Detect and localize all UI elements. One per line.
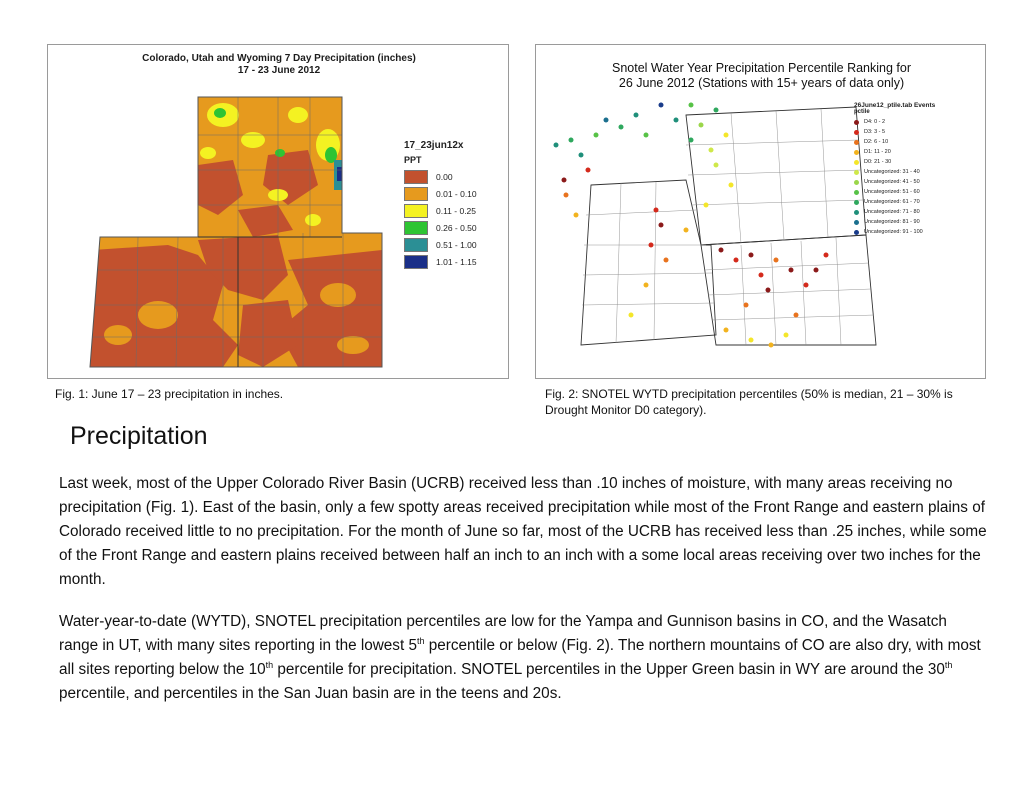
legend-entry [404, 236, 504, 253]
legend-label: Uncategorized: 71 - 80 [864, 209, 920, 215]
figure-2-caption: Fig. 2: SNOTEL WYTD precipitation percentiles (50% is median, 21 – 30% is Drought Monitor D0 category). [545, 387, 953, 417]
legend-label: D4: 0 - 2 [864, 119, 886, 125]
legend-label: D3: 3 - 5 [864, 129, 886, 135]
legend-entry [854, 197, 984, 207]
legend-entry [854, 187, 984, 197]
legend-swatch [404, 238, 428, 252]
figure-1-legend-subtitle: PPT [404, 155, 422, 165]
paragraph-1: Last week, most of the Upper Colorado River Basin (UCRB) received less than .10 inches of moisture, with many areas receiving no precipitation (Fig. 1). East of the basin, only a few spotty areas received precipitation while most of the Front Range and eastern plains of Colorado received little to no precipitation. For the month of June so far, most of the UCRB has received less than .25 inches, while some of the Front Range and eastern plains received between half an inch to an inch with a some local areas receiving over two inches for the month. [59, 475, 987, 588]
legend-label: Uncategorized: 81 - 90 [864, 219, 920, 225]
figure-1-legend [404, 140, 504, 270]
legend-entry [854, 147, 984, 157]
figure-1-legend-title: 17_23jun12x [404, 140, 464, 151]
legend-label: Uncategorized: 31 - 40 [864, 169, 920, 175]
figure-2-title-line-1: Snotel Water Year Precipitation Percentile Ranking for [611, 61, 911, 75]
legend-swatch [404, 187, 428, 201]
section-heading: Precipitation [70, 422, 208, 450]
figure-2-legend [854, 102, 984, 237]
figure-2-snotel-map [535, 44, 986, 379]
legend-entry [854, 177, 984, 187]
legend-entry [854, 117, 984, 127]
paragraph-2-part-1: Water-year-to-date (WYTD), SNOTEL precipitation percentiles are low for the Yampa and Gunnison basins in CO, and the Wasatch range in UT, with many sites reporting in the lowest 5 [59, 613, 947, 654]
legend-entry [854, 207, 984, 217]
legend-label: Uncategorized: 51 - 60 [864, 189, 920, 195]
legend-entry [404, 168, 504, 185]
legend-swatch [404, 221, 428, 235]
figure-1-caption: Fig. 1: June 17 – 23 precipitation in inches. [55, 387, 284, 401]
legend-entry [854, 157, 984, 167]
legend-dot [854, 220, 859, 225]
legend-entry [854, 217, 984, 227]
paragraph-2-part-2: percentile or below (Fig. 2). The northern mountains of CO are also dry, with most all sites reporting below the 10 [59, 637, 981, 678]
legend-entry [404, 185, 504, 202]
legend-swatch [404, 255, 428, 269]
legend-swatch [404, 204, 428, 218]
legend-dot [854, 140, 859, 145]
legend-dot [854, 150, 859, 155]
legend-dot [854, 230, 859, 235]
legend-label: 0.51 - 1.00 [436, 239, 477, 250]
legend-dot [854, 120, 859, 125]
legend-label: Uncategorized: 61 - 70 [864, 199, 920, 205]
figure-1-title-line-1: Colorado, Utah and Wyoming 7 Day Precipitation (inches) [142, 53, 416, 64]
legend-label: 0.00 [436, 171, 453, 182]
paragraph-2 [59, 610, 989, 706]
legend-entry [854, 227, 984, 237]
legend-dot [854, 200, 859, 205]
figure-2-legend-title: 26June12_ptile.tab Events [854, 102, 936, 109]
legend-entry [404, 219, 504, 236]
figure-1-title-line-2: 17 - 23 June 2012 [237, 65, 321, 76]
legend-label: 0.26 - 0.50 [436, 222, 477, 233]
legend-entry [854, 137, 984, 147]
ordinal-suffix: th [416, 635, 425, 646]
figure-2-legend-subtitle: pctile [854, 109, 870, 115]
legend-label: 0.11 - 0.25 [436, 205, 477, 216]
ordinal-suffix: th [944, 659, 953, 670]
legend-label: Uncategorized: 41 - 50 [864, 179, 920, 185]
legend-label: D2: 6 - 10 [864, 139, 889, 145]
legend-swatch [404, 170, 428, 184]
paragraph-2-part-4: percentile, and percentiles in the San Juan basin are in the teens and 20s. [59, 685, 562, 702]
legend-entry [854, 167, 984, 177]
legend-label: Uncategorized: 91 - 100 [864, 229, 923, 235]
legend-dot [854, 190, 859, 195]
legend-label: 1.01 - 1.15 [436, 256, 477, 267]
figure-2-title-line-2: 26 June 2012 (Stations with 15+ years of data only) [618, 76, 905, 90]
legend-dot [854, 210, 859, 215]
legend-label: 0.01 - 0.10 [436, 188, 477, 199]
legend-dot [854, 160, 859, 165]
legend-dot [854, 180, 859, 185]
ordinal-suffix: th [265, 659, 274, 670]
legend-entry [404, 202, 504, 219]
figure-1-precipitation-map [47, 44, 509, 379]
paragraph-2-part-3: percentile for precipitation. SNOTEL percentiles in the Upper Green basin in WY are around the 30 [273, 661, 945, 678]
legend-dot [854, 170, 859, 175]
legend-entry [404, 253, 504, 270]
legend-dot [854, 130, 859, 135]
legend-label: D0: 21 - 30 [864, 159, 892, 165]
legend-entry [854, 127, 984, 137]
legend-label: D1: 11 - 20 [864, 149, 891, 155]
